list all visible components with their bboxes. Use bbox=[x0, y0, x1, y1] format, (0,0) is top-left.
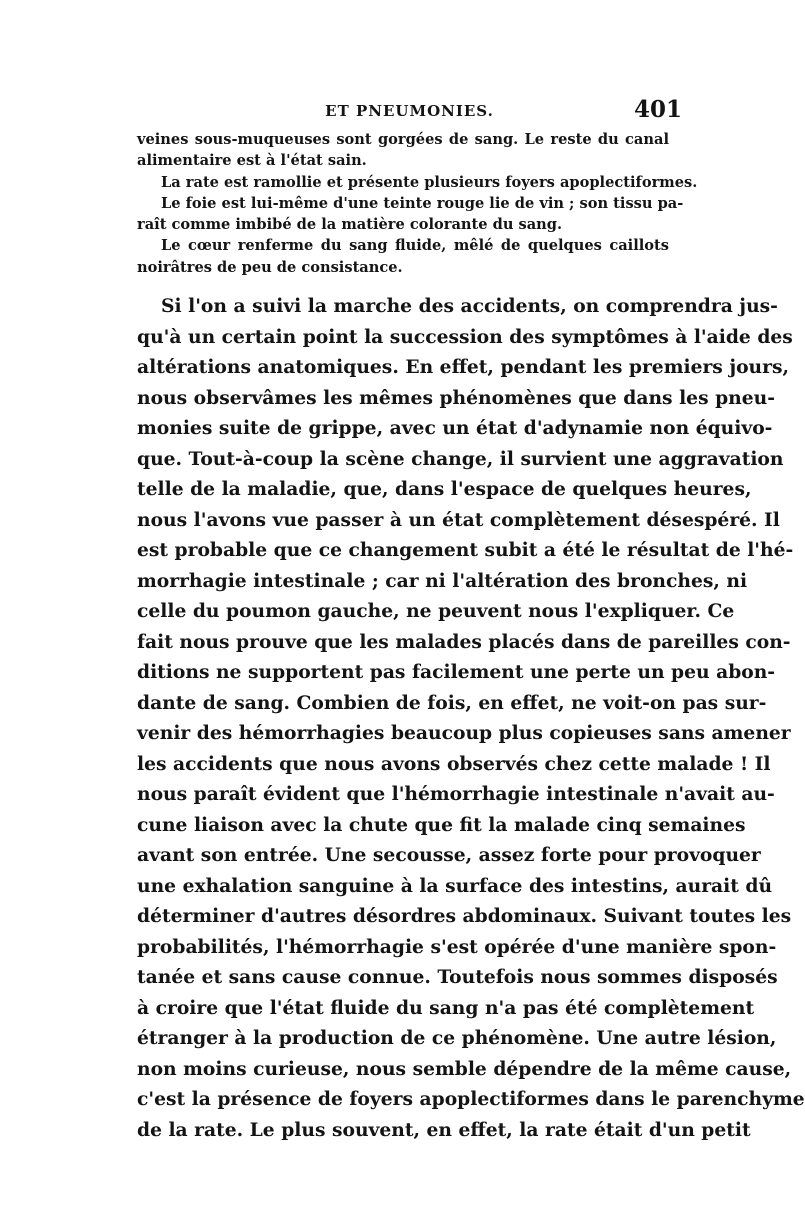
text-line: probabilités, l'hémorrhagie s'est opérée d'une manière spon- bbox=[137, 935, 777, 958]
text-line: alimentaire est à l'état sain. bbox=[137, 152, 367, 170]
text-line: cune liaison avec la chute que fit la malade cinq semaines bbox=[137, 813, 746, 836]
text-line: qu'à un certain point la succession des symptômes à l'aide des bbox=[137, 325, 793, 348]
text-line: une exhalation sanguine à la surface des intestins, aurait dû bbox=[137, 874, 773, 897]
text-line: étranger à la production de ce phénomène. Une autre lésion, bbox=[137, 1027, 777, 1049]
text-line: Le foie est lui-même d'une teinte rouge lie de vin ; son tissu pa- bbox=[161, 194, 684, 212]
text-line: déterminer d'autres désordres abdominaux. Suivant toutes les bbox=[137, 905, 792, 927]
page-number: 401 bbox=[633, 96, 682, 123]
text-line: fait nous prouve que les malades placés dans de pareilles con- bbox=[137, 630, 791, 653]
text-line: à croire que l'état fluide du sang n'a pas été complètement bbox=[137, 996, 755, 1019]
text-line: nous paraît évident que l'hémorrhagie intestinale n'avait au- bbox=[137, 783, 775, 805]
small-print-paragraphs bbox=[137, 129, 698, 278]
text-line: de la rate. Le plus souvent, en effet, la rate était d'un petit bbox=[137, 1118, 751, 1141]
main-paragraph bbox=[137, 291, 805, 1145]
text-line: tanée et sans cause connue. Toutefois nous sommes disposés bbox=[137, 966, 778, 988]
text-line: ditions ne supportent pas facilement une perte un peu abon- bbox=[137, 661, 776, 683]
text-line: noirâtres de peu de consistance. bbox=[137, 258, 403, 276]
running-title: ET PNEUMONIES. bbox=[325, 102, 494, 120]
text-line: morrhagie intestinale ; car ni l'altération des bronches, ni bbox=[137, 569, 748, 592]
text-line: les accidents que nous avons observés chez cette malade ! Il bbox=[137, 752, 771, 775]
text-line: dante de sang. Combien de fois, en effet, ne voit-on pas sur- bbox=[137, 691, 767, 714]
text-line: venir des hémorrhagies beaucoup plus copieuses sans amener bbox=[137, 722, 791, 744]
text-line: monies suite de grippe, avec un état d'adynamie non équivo- bbox=[137, 417, 773, 439]
text-line: est probable que ce changement subit a été le résultat de l'hé- bbox=[137, 539, 794, 561]
text-line: raît comme imbibé de la matière colorante du sang. bbox=[137, 216, 563, 234]
text-line: nous observâmes les mêmes phénomènes que dans les pneu- bbox=[137, 386, 775, 409]
text-line: La rate est ramollie et présente plusieurs foyers apoplectiformes. bbox=[161, 173, 698, 191]
text-line: nous l'avons vue passer à un état complètement désespéré. Il bbox=[137, 508, 780, 531]
text-line: veines sous-muqueuses sont gorgées de sang. Le reste du canal bbox=[137, 131, 669, 148]
text-line: telle de la maladie, que, dans l'espace de quelques heures, bbox=[137, 478, 752, 500]
text-line: celle du poumon gauche, ne peuvent nous l'expliquer. Ce bbox=[137, 600, 735, 622]
text-line: que. Tout-à-coup la scène change, il survient une aggravation bbox=[137, 447, 784, 470]
text-line: altérations anatomiques. En effet, pendant les premiers jours, bbox=[137, 356, 790, 378]
text-line: avant son entrée. Une secousse, assez forte pour provoquer bbox=[137, 844, 761, 866]
text-line: c'est la présence de foyers apoplectiformes dans le parenchyme bbox=[137, 1088, 805, 1110]
text-line: Le cœur renferme du sang fluide, mêlé de quelques caillots bbox=[161, 237, 669, 255]
text-line: Si l'on a suivi la marche des accidents, on comprendra jus- bbox=[161, 295, 778, 317]
running-head bbox=[137, 96, 682, 126]
text-line: non moins curieuse, nous semble dépendre de la même cause, bbox=[137, 1057, 792, 1080]
